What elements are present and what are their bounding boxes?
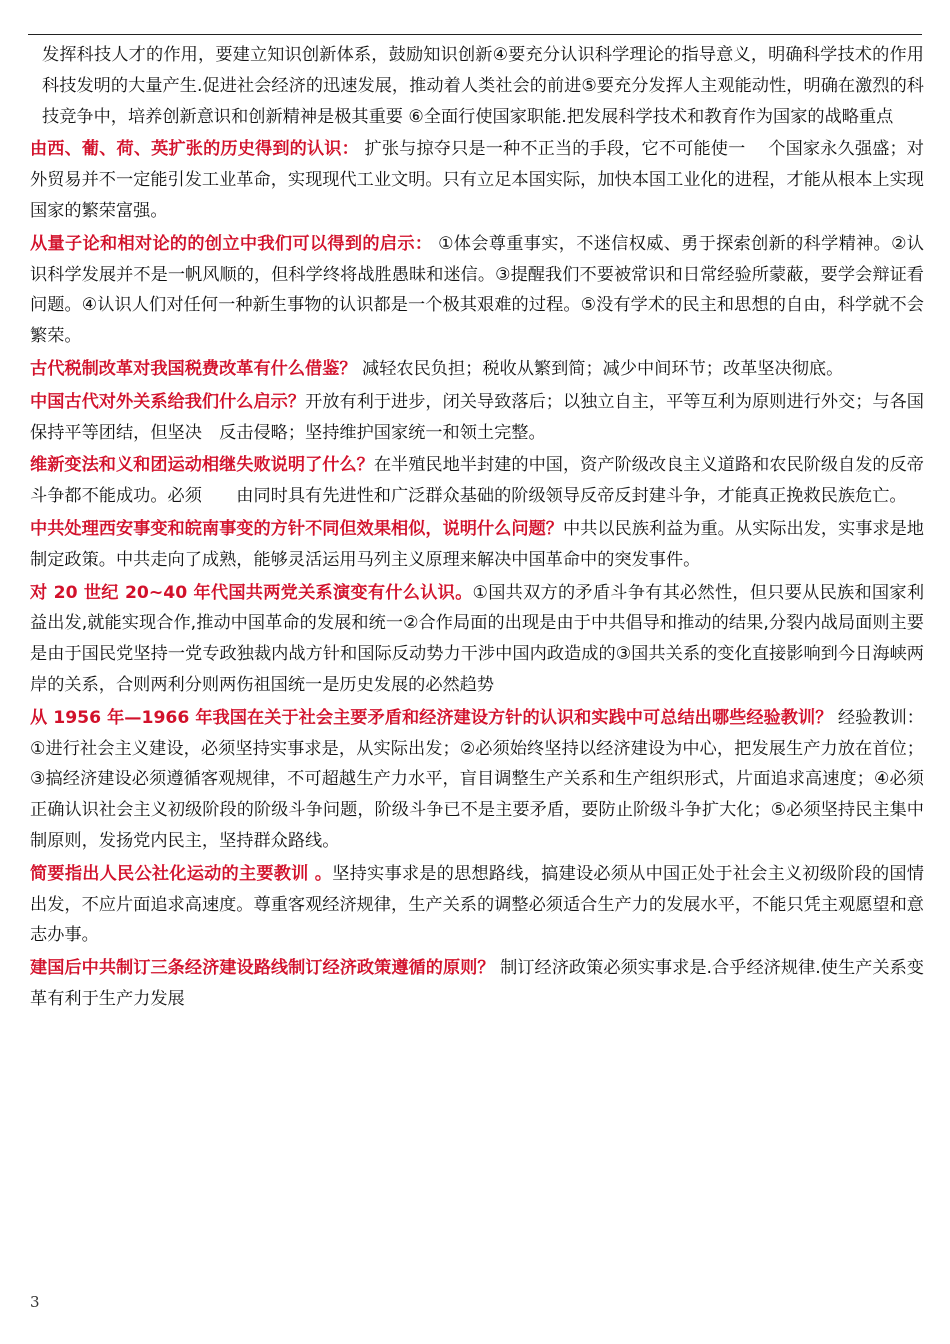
question-heading: 简要指出人民公社化运动的主要教训 。: [30, 863, 333, 884]
qa-item: [30, 578, 924, 701]
answer-text: 中共以民族利益为重。从实际出发，实事求是地制定政策。中共走向了成熟，能够灵活运用马列主义原理来解决中国革命中的突发事件。: [30, 518, 924, 570]
question-heading: 中共处理西安事变和皖南事变的方针不同但效果相似，说明什么问题？: [30, 518, 563, 539]
question-heading: 对 20 世纪 20~40 年代国共两党关系演变有什么认识。: [30, 582, 473, 603]
question-heading: 建国后中共制订三条经济建设路线制订经济政策遵循的原则？: [30, 958, 495, 979]
page-number: 3: [30, 1293, 40, 1311]
answer-text: 扩张与掠夺只是一种不正当的手段，它不可能使一 个国家永久强盛；对外贸易并不一定能引发工业革命，实现现代工业文明。只有立足本国实际，加快本国工业化的进程，才能从根本上实现国家的繁荣富强。: [30, 139, 924, 221]
answer-text: 经验教训：①进行社会主义建设，必须坚持实事求是，从实际出发；②必须始终坚持以经济建设为中心，把发展生产力放在首位；③搞经济建设必须遵循客观规律，不可超越生产力水平，盲目调整生产关系和生产组织形式，片面追求高速度；④必须正确认识社会主义初级阶段的阶级斗争问题，阶级斗争已不是主要矛盾，要防止阶级斗争扩大化；⑤必须坚持民主集中制原则，发扬党内民主，坚持群众路线。: [30, 707, 924, 851]
answer-text: ①体会尊重事实，不迷信权威、勇于探索创新的科学精神。②认识科学发展并不是一帆风顺的，但科学终将战胜愚昧和迷信。③提醒我们不要被常识和日常经验所蒙蔽，要学会辩证看问题。④认识人们对任何一种新生事物的认识都是一个极其艰难的过程。⑤没有学术的民主和思想的自由，科学就不会繁荣。: [30, 233, 924, 347]
question-heading: 古代税制改革对我国税费改革有什么借鉴？: [30, 358, 357, 379]
answer-text: 开放有利于进步，闭关导致落后；以独立自主，平等互利为原则进行外交；与各国保持平等团结，但坚决 反击侵略；坚持维护国家统一和领土完整。: [30, 391, 924, 443]
question-heading: 从量子论和相对论的的创立中我们可以得到的启示：: [30, 233, 433, 254]
question-heading: 中国古代对外关系给我们什么启示？: [30, 391, 306, 412]
answer-text: 减轻农民负担；税收从繁到简；减少中间环节；改革坚决彻底。: [356, 358, 844, 379]
header-rule: [28, 34, 922, 35]
qa-item: [30, 859, 924, 951]
answer-text: 在半殖民地半封建的中国，资产阶级改良主义道路和农民阶级自发的反帝斗争都不能成功。必须 由同时具有先进性和广泛群众基础的阶级领导反帝反封建斗争，才能真正挽救民族危亡。: [30, 455, 924, 507]
question-heading: 由西、葡、荷、英扩张的历史得到的认识：: [30, 139, 359, 160]
qa-item: [30, 514, 924, 576]
document-body: [30, 40, 924, 1017]
question-heading: 从 1956 年—1966 年我国在关于社会主要矛盾和经济建设方针的认识和实践中可总结出哪些经验教训？: [30, 707, 833, 728]
intro-text: 发挥科技人才的作用，要建立知识创新体系，鼓励知识创新④要充分认识科学理论的指导意义，明确科学技术的作用科技发明的大量产生.促进社会经济的迅速发展，推动着人类社会的前进⑤要充分发挥人主观能动性，明确在激烈的科技竞争中，培养创新意识和创新精神是极其重要 ⑥全面行使国家职能.把发展科学技术和教育作为国家的战略重点: [42, 45, 924, 127]
qa-item: [30, 387, 924, 449]
qa-item: [30, 703, 924, 857]
answer-text: ①国共双方的矛盾斗争有其必然性，但只要从民族和国家利益出发,就能实现合作,推动中国革命的发展和统一②合作局面的出现是由于中共倡导和推动的结果,分裂内战局面则主要是由于国民党坚持一党专政独裁内战方针和国际反动势力干涉中国内政造成的③国共关系的变化直接影响到今日海峡两岸的关系，合则两利分则两伤祖国统一是历史发展的必然趋势: [30, 582, 925, 695]
qa-item: [30, 134, 924, 226]
answer-text: 制订经济政策必须实事求是.合乎经济规律.使生产关系变革有利于生产力发展: [30, 958, 924, 1009]
answer-text: 坚持实事求是的思想路线，搞建设必须从中国正处于社会主义初级阶段的国情出发，不应片面追求高速度。尊重客观经济规律，生产关系的调整必须适合生产力的发展水平，不能只凭主观愿望和意志办事。: [30, 863, 924, 946]
qa-item: [30, 953, 924, 1015]
intro-paragraph: [30, 40, 924, 132]
qa-item: [30, 229, 924, 352]
qa-item: [30, 354, 924, 385]
question-heading: 维新变法和义和团运动相继失败说明了什么？: [30, 455, 374, 476]
qa-item: [30, 450, 924, 512]
